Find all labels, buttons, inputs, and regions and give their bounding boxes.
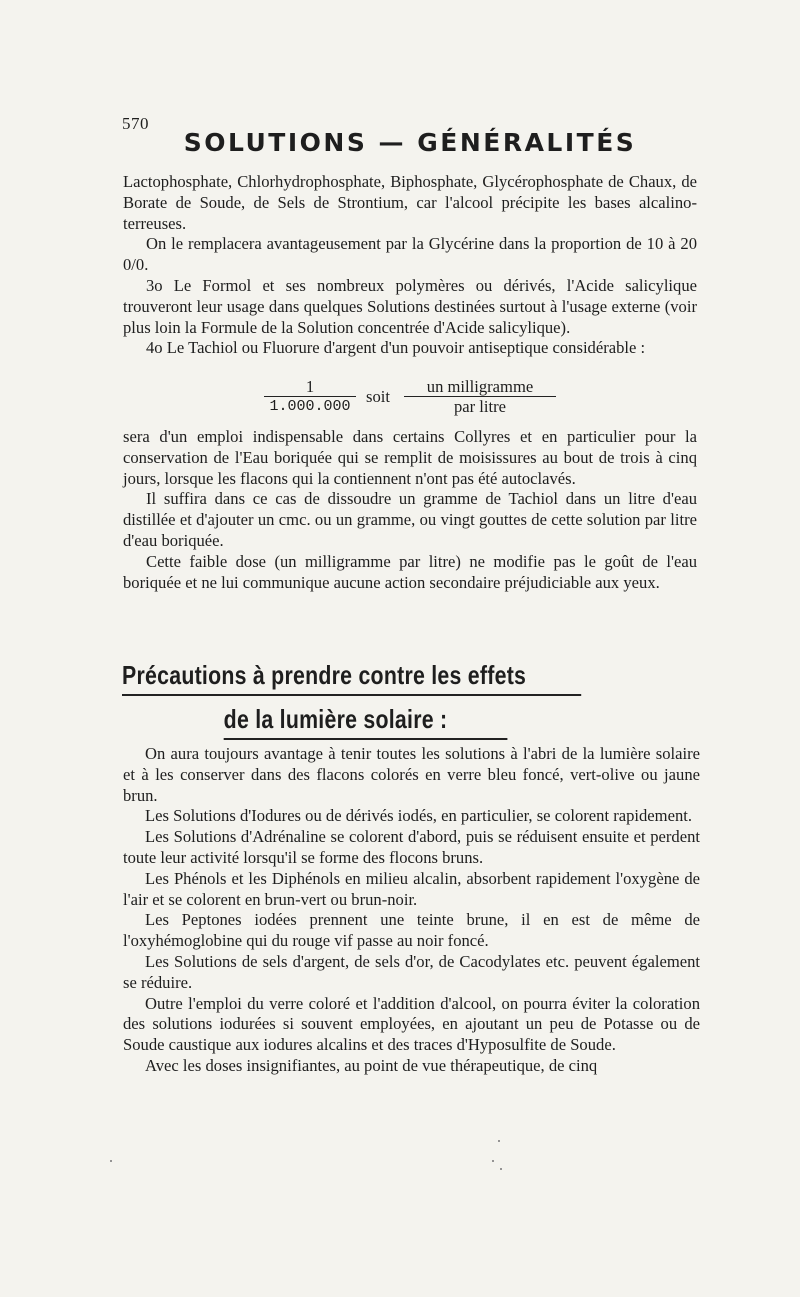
- fraction-soit: soit: [366, 387, 390, 406]
- paragraph: On le remplacera avantageusement par la Glycérine dans la proportion de 10 à 20 0/0.: [123, 234, 697, 275]
- fraction-milligram-per-litre: [410, 377, 550, 417]
- paragraph: Les Peptones iodées prennent une teinte brune, il en est de même de l'oxyhémoglobine qui du rouge vif passe au noir foncé.: [123, 910, 700, 951]
- paragraph: sera d'un emploi indispensable dans certains Collyres et en particulier pour la conservation de l'Eau boriquée qui se remplit de moisissures au bout de trois à cinq jours, lorsque les flacons qui la contiennent n'ont pas été autoclavés.: [123, 427, 697, 488]
- paragraph: On aura toujours avantage à tenir toutes les solutions à l'abri de la lumière solaire et à les conserver dans des flacons colorés en verre bleu foncé, vert-olive ou jaune brun.: [123, 744, 700, 805]
- section-heading-line-1: Précautions à prendre contre les effets: [122, 660, 581, 696]
- middle-text-block: [123, 427, 697, 593]
- paper-speck: [492, 1160, 494, 1162]
- fraction-numerator: un milligramme: [426, 377, 534, 396]
- paragraph: Il suffira dans ce cas de dissoudre un gramme de Tachiol dans un litre d'eau distillée et d'ajouter un cmc. ou un gramme, ou vingt gouttes de cette solution par litre d'eau boriquée.: [123, 489, 697, 550]
- top-text-block: [123, 172, 697, 359]
- fraction-denominator: 1.000.000: [269, 398, 351, 415]
- paragraph: Les Solutions d'Iodures ou de dérivés iodés, en particulier, se colorent rapidement.: [145, 806, 693, 826]
- section-heading: [122, 660, 527, 740]
- paper-speck: [500, 1168, 502, 1170]
- page-number: 570: [122, 114, 149, 133]
- section-heading-line-2: de la lumière solaire :: [224, 704, 508, 740]
- paper-speck: [498, 1140, 500, 1142]
- paragraph: 4o Le Tachiol ou Fluorure d'argent d'un pouvoir antiseptique considérable :: [146, 338, 646, 358]
- fraction-formula: [130, 374, 690, 422]
- paragraph: Outre l'emploi du verre coloré et l'addition d'alcool, on pourra éviter la coloration des solutions iodurées si souvent employées, en ajoutant un peu de Potasse ou de Soude caustique aux iodures alcalins et des traces d'Hyposulfite de Soude.: [123, 993, 700, 1055]
- paper-speck: [110, 1160, 112, 1162]
- bottom-text-block: [123, 744, 700, 1077]
- paragraph: Lactophosphate, Chlorhydrophosphate, Biphosphate, Glycérophosphate de Chaux, de Borate de Soude, de Sels de Strontium, car l'alcool précipite les bases alcalino-terreuses.: [123, 172, 697, 233]
- fraction-denominator: par litre: [453, 397, 507, 416]
- paragraph: Avec les doses insignifiantes, au point de vue thérapeutique, de cinq: [145, 1055, 598, 1075]
- running-head: SOLUTIONS — GÉNÉRALITÉS: [183, 128, 637, 157]
- paragraph: 3o Le Formol et ses nombreux polymères ou dérivés, l'Acide salicylique trouveront leur usage dans quelques Solutions destinées surtout à l'usage externe (voir plus loin la Formule de la Solution concentrée d'Acide salicylique).: [123, 275, 697, 337]
- paragraph: Les Solutions de sels d'argent, de sels d'or, de Cacodylates etc. peuvent également se réduire.: [123, 951, 700, 992]
- paragraph: Les Solutions d'Adrénaline se colorent d'abord, puis se réduisent ensuite et perdent toute leur activité lorsqu'il se forme des flocons bruns.: [123, 827, 700, 867]
- fraction-numerator: 1: [305, 377, 315, 396]
- paragraph: Cette faible dose (un milligramme par litre) ne modifie pas le goût de l'eau boriquée et ne lui communique aucune action secondaire préjudiciable aux yeux.: [123, 551, 697, 592]
- fraction-one-millionth: [268, 377, 352, 417]
- paragraph: Les Phénols et les Diphénols en milieu alcalin, absorbent rapidement l'oxygène de l'air et se colorent en brun-vert ou brun-noir.: [123, 868, 700, 909]
